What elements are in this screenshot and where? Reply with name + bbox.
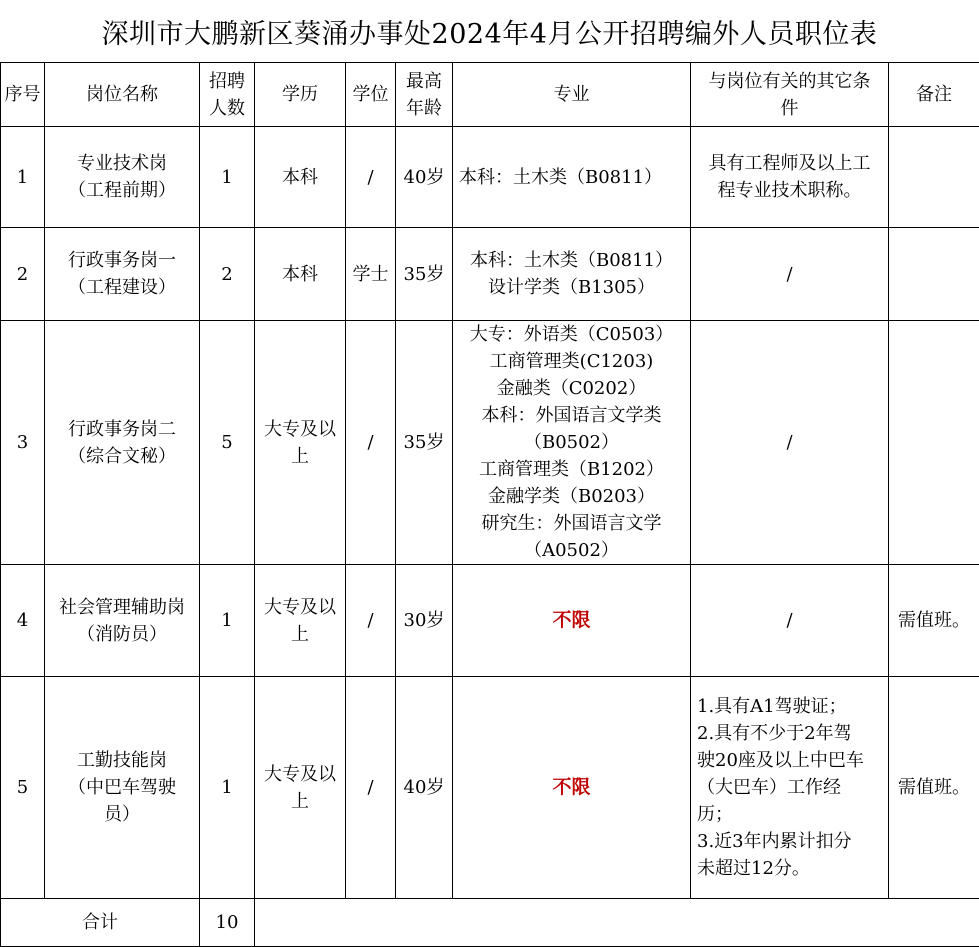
cell-position: 行政事务岗一 （工程建设） — [45, 228, 200, 321]
cell-major: 本科：土木类（B0811） — [453, 127, 691, 228]
cell-remark — [889, 321, 979, 565]
cell-major-unlimited: 不限 — [453, 677, 691, 899]
cell-age: 35岁 — [396, 228, 453, 321]
cell-degree: / — [346, 127, 396, 228]
cell-position: 社会管理辅助岗 （消防员） — [45, 565, 200, 677]
cell-degree: / — [346, 321, 396, 565]
cell-conditions: / — [691, 228, 889, 321]
cell-position: 专业技术岗 （工程前期） — [45, 127, 200, 228]
cell-age: 40岁 — [396, 127, 453, 228]
cell-seq: 1 — [1, 127, 45, 228]
cell-education: 大专及以 上 — [255, 321, 346, 565]
cell-education: 本科 — [255, 127, 346, 228]
total-blank — [255, 899, 979, 947]
cell-remark: 需值班。 — [889, 677, 979, 899]
header-remark: 备注 — [889, 63, 979, 127]
cell-remark — [889, 127, 979, 228]
cell-seq: 4 — [1, 565, 45, 677]
cell-remark: 需值班。 — [889, 565, 979, 677]
cell-degree: 学士 — [346, 228, 396, 321]
cell-conditions: 具有工程师及以上工 程专业技术职称。 — [691, 127, 889, 228]
cell-seq: 2 — [1, 228, 45, 321]
table-row — [1, 127, 979, 228]
table-row — [1, 677, 979, 899]
header-row — [1, 63, 979, 127]
cell-conditions: 1.具有A1驾驶证； 2.具有不少于2年驾 驶20座及以上中巴车 （大巴车）工作经 历； 3.近3年内累计扣分 未超过12分。 — [691, 677, 889, 899]
page-title: 深圳市大鹏新区葵涌办事处2024年4月公开招聘编外人员职位表 — [0, 0, 979, 62]
header-education: 学历 — [255, 63, 346, 127]
header-conditions: 与岗位有关的其它条 件 — [691, 63, 889, 127]
header-count: 招聘 人数 — [200, 63, 255, 127]
positions-table — [0, 62, 979, 947]
header-degree: 学位 — [346, 63, 396, 127]
cell-seq: 3 — [1, 321, 45, 565]
header-age: 最高 年龄 — [396, 63, 453, 127]
cell-education: 大专及以 上 — [255, 677, 346, 899]
cell-position: 工勤技能岗 （中巴车驾驶 员） — [45, 677, 200, 899]
cell-count: 1 — [200, 565, 255, 677]
cell-age: 40岁 — [396, 677, 453, 899]
cell-conditions: / — [691, 565, 889, 677]
header-position: 岗位名称 — [45, 63, 200, 127]
cell-major: 本科：土木类（B0811） 设计学类（B1305） — [453, 228, 691, 321]
cell-count: 5 — [200, 321, 255, 565]
cell-age: 35岁 — [396, 321, 453, 565]
table-row — [1, 565, 979, 677]
cell-remark — [889, 228, 979, 321]
cell-degree: / — [346, 677, 396, 899]
header-major: 专业 — [453, 63, 691, 127]
total-count: 10 — [200, 899, 255, 947]
total-row — [1, 899, 979, 947]
cell-age: 30岁 — [396, 565, 453, 677]
cell-major: 大专：外语类（C0503） 工商管理类(C1203) 金融类（C0202） 本科：外国语言文学类 （B0502） 工商管理类（B1202） 金融学类（B0203） 研究生：外国语言文学 （A0502） — [453, 321, 691, 565]
cell-position: 行政事务岗二 （综合文秘） — [45, 321, 200, 565]
table-row — [1, 228, 979, 321]
cell-education: 大专及以 上 — [255, 565, 346, 677]
cell-education: 本科 — [255, 228, 346, 321]
cell-count: 1 — [200, 677, 255, 899]
cell-count: 2 — [200, 228, 255, 321]
header-seq: 序号 — [1, 63, 45, 127]
cell-degree: / — [346, 565, 396, 677]
cell-conditions: / — [691, 321, 889, 565]
total-label: 合计 — [1, 899, 200, 947]
cell-major-unlimited: 不限 — [453, 565, 691, 677]
table-row — [1, 321, 979, 565]
cell-seq: 5 — [1, 677, 45, 899]
cell-count: 1 — [200, 127, 255, 228]
